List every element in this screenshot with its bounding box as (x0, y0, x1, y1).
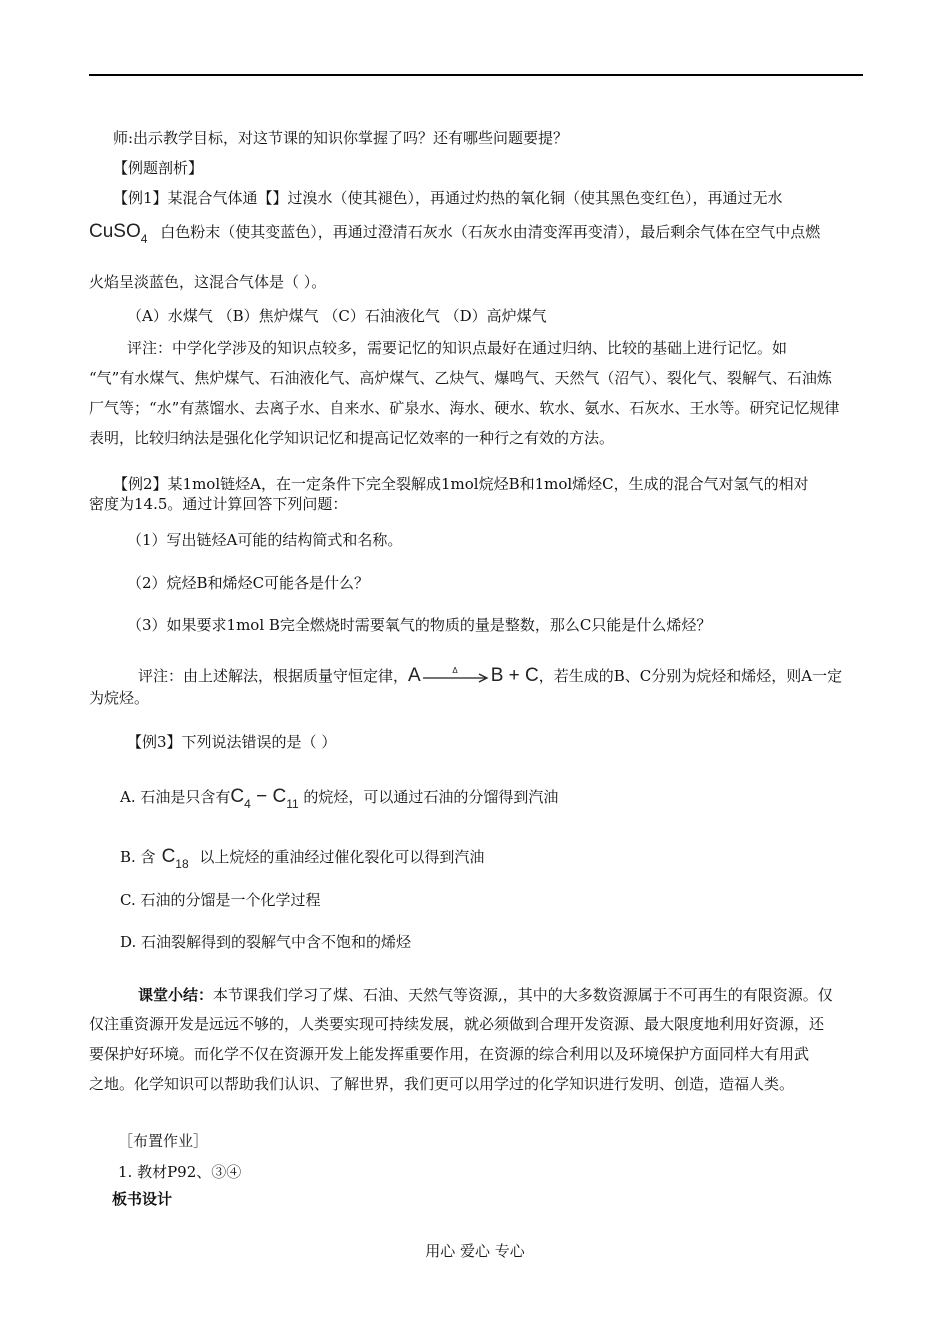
summary-line1: 课堂小结：本节课我们学习了煤、石油、天然气等资源,，其中的大多数资源属于不可再生的有限资源。仅 (138, 986, 833, 1004)
ex2-line1: 【例2】某1mol链烃A，在一定条件下完全裂解成1mol烷烃B和1mol烯烃C，生成的混合气对氢气的相对 (113, 475, 809, 493)
ex2-comment-line1 (138, 666, 842, 686)
c18-formula: $C_{18}$ (161, 846, 189, 871)
ex1-comment-line1: 评注：中学化学涉及的知识点较多，需要记忆的知识点最好在通过归纳、比较的基础上进行记忆。如 (127, 339, 788, 357)
ex2-q3: （3）如果要求1mol B完全燃烧时需要氧气的物质的量是整数，那么C只能是什么烯烃？ (127, 616, 712, 634)
ex2-line2: 密度为14.5。通过计算回答下列问题： (89, 495, 348, 513)
ex3-option-c: C. 石油的分馏是一个化学过程 (120, 891, 321, 909)
section-title: 【例题剖析】 (113, 159, 204, 177)
homework-title: ［布置作业］ (118, 1132, 209, 1150)
ex3-option-d: D. 石油裂解得到的裂解气中含不饱和的烯烃 (120, 933, 412, 951)
summary-line2: 仅注重资源开发是远远不够的，人类要实现可持续发展，就必须做到合理开发资源、最大限度地利用好资源，还 (89, 1015, 825, 1033)
ex1-comment-line4: 表明，比较归纳法是强化化学知识记忆和提高记忆效率的一种行之有效的方法。 (89, 429, 615, 447)
ex3-option-b: B. 含 $C_{18}$ 以上烷烃的重油经过催化裂化可以得到汽油 (120, 846, 485, 871)
reaction-equation (408, 665, 539, 686)
ex1-line3: 火焰呈淡蓝色，这混合气体是（ ）。 (89, 273, 327, 291)
ex1-options: （A）水煤气 （B）焦炉煤气 （C）石油液化气 （D）高炉煤气 (127, 307, 547, 325)
page-footer: 用心 爱心 专心 (425, 1242, 525, 1260)
board-design-title: 板书设计 (112, 1190, 173, 1208)
eq-right: B + C (490, 665, 539, 687)
ex1-line1: 【例1】某混合气体通【】过溴水（使其褪色），再通过灼热的氧化铜（使其黑色变红色），再通过无水 (113, 189, 783, 207)
ex2-q2: （2）烷烃B和烯烃C可能各是什么？ (127, 574, 370, 592)
reaction-arrow-icon (421, 666, 491, 686)
ex2-comment-line2: 为烷烃。 (89, 689, 150, 707)
summary-label: 课堂小结： (138, 986, 214, 1004)
summary-line4: 之地。化学知识可以帮助我们认识、了解世界，我们更可以用学过的化学知识进行发明、创造，造福人类。 (89, 1075, 795, 1093)
ex3-title: 【例3】下列说法错误的是（ ） (127, 733, 337, 751)
c4-c11-formula: $C_4 - C_{11}$ (230, 786, 299, 811)
ex3-option-a: A. 石油是只含有$C_4 - C_{11}$ 的烷烃，可以通过石油的分馏得到汽油 (120, 786, 559, 811)
ex1-line2 (89, 221, 821, 246)
ex2-q1: （1）写出链烃A可能的结构简式和名称。 (127, 531, 403, 549)
ex1-line2-text: 白色粉末（使其变蓝色），再通过澄清石灰水（石灰水由清变浑再变清），最后剩余气体在空气中点燃 (160, 223, 821, 241)
ex1-comment-line3: 厂气等；“水”有蒸馏水、去离子水、自来水、矿泉水、海水、硬水、软水、氨水、石灰水、王水等。研究记忆规律 (89, 399, 840, 417)
summary-line3: 要保护好环境。而化学不仅在资源开发上能发挥重要作用，在资源的综合利用以及环境保护方面同样大有用武 (89, 1045, 810, 1063)
homework-item-1: 1. 教材P92、③④ (118, 1163, 242, 1181)
eq-left: A (408, 665, 421, 687)
header-rule (89, 74, 863, 76)
ex1-comment-line2: “气”有水煤气、焦炉煤气、石油液化气、高炉煤气、乙炔气、爆鸣气、天然气（沼气）、裂化气、裂解气、石油炼 (89, 369, 832, 387)
ex2-comment-after: ，若生成的B、C分别为烷烃和烯烃，则A一定 (538, 667, 843, 686)
cuso4-formula: CuSO$_4$ (89, 221, 148, 246)
ex2-comment-before: 评注：由上述解法，根据质量守恒定律， (138, 667, 409, 686)
intro-text: 师:出示教学目标，对这节课的知识你掌握了吗？还有哪些问题要提？ (113, 129, 569, 147)
eq-arrow-label: Δ (452, 666, 458, 675)
